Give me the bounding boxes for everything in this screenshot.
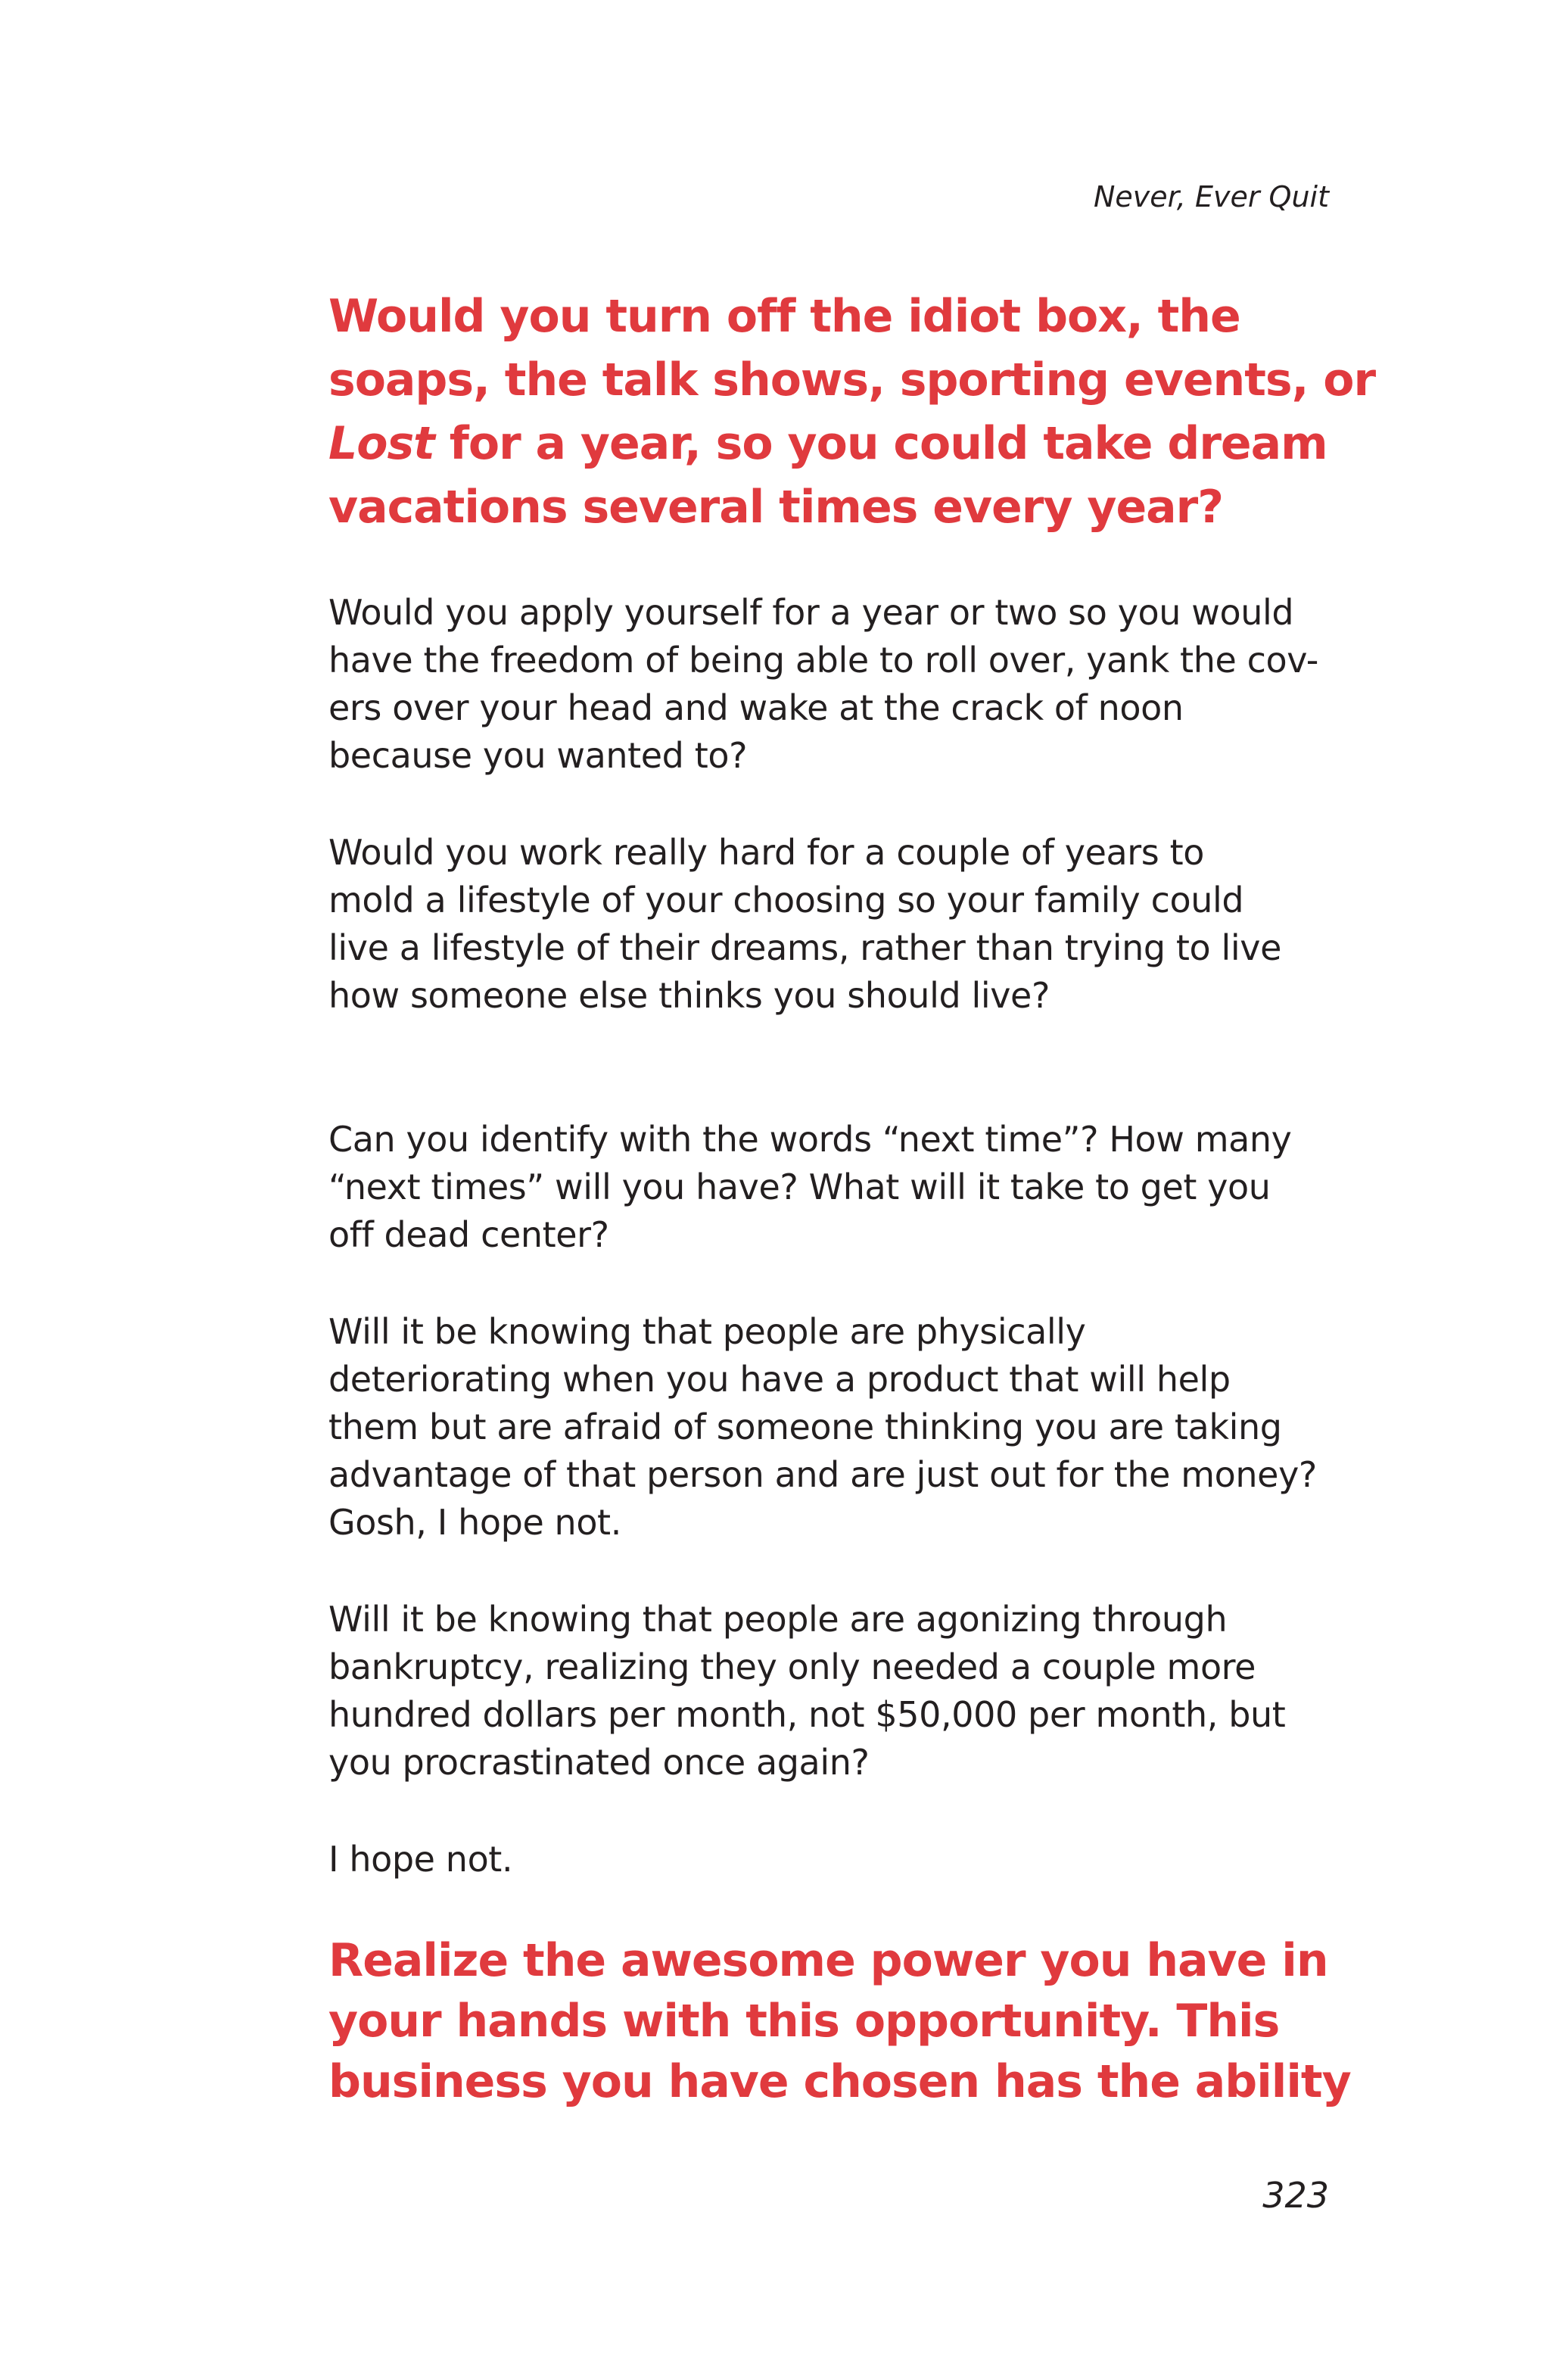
heading-realize [328,1930,1351,2112]
heading-line: soaps, the talk shows, sporting events, or [328,354,1376,407]
heading-question [328,285,1376,539]
paragraph-line: you procrastinated once again? [328,1742,870,1783]
heading-line: Realize the awesome power you have in [328,1934,1328,1987]
heading-line-rest: for a year, so you could take dream [434,417,1327,470]
heading-line [328,412,1343,475]
paragraph-line: how someone else thinks you should live? [328,975,1050,1016]
paragraph-5 [328,1596,1343,1787]
paragraph-line: I hope not. [328,1839,513,1880]
heading-line: Would you turn off the idiot box, the [328,290,1240,343]
heading-italic-title: Lost [328,417,434,470]
paragraph-line: Will it be knowing that people are physically [328,1311,1086,1352]
paragraph-line: Would you work really hard for a couple of years to [328,832,1204,873]
paragraph-line: “next times” will you have? What will it take to get you [328,1167,1271,1207]
paragraph-line: deteriorating when you have a product that will help [328,1359,1231,1400]
paragraph-line: off dead center? [328,1214,609,1255]
paragraph-6 [328,1836,1343,1883]
paragraph-line: Would you apply yourself for a year or two so you would [328,592,1294,633]
paragraph-line: mold a lifestyle of your choosing so your family could [328,880,1244,921]
page-number: 323 [1262,2175,1329,2216]
paragraph-line: them but are afraid of someone thinking you are taking [328,1407,1282,1447]
paragraph-line: live a lifestyle of their dreams, rather than trying to live [328,927,1281,968]
paragraph-line: hundred dollars per month, not $50,000 per month, but [328,1694,1286,1735]
running-head: Never, Ever Quit [1094,180,1329,213]
paragraph-line: have the freedom of being able to roll over, yank the cov- [328,640,1318,681]
heading-line: business you have chosen has the ability [328,2055,1351,2108]
heading-line: your hands with this opportunity. This [328,1995,1280,2048]
paragraph-line: ers over your head and wake at the crack of noon [328,687,1184,728]
paragraph-line: advantage of that person and are just out for the money? [328,1454,1317,1495]
paragraph-line: because you wanted to? [328,735,748,776]
paragraph-line: Can you identify with the words “next time”? How many [328,1119,1292,1160]
paragraph-4 [328,1308,1343,1547]
paragraph-1 [328,589,1343,780]
paragraph-3 [328,1116,1343,1259]
paragraph-line: Gosh, I hope not. [328,1502,621,1543]
paragraph-line: bankruptcy, realizing they only needed a couple more [328,1646,1256,1687]
paragraph-2 [328,829,1343,1020]
heading-line: vacations several times every year? [328,481,1224,534]
paragraph-line: Will it be knowing that people are agonizing through [328,1599,1228,1640]
